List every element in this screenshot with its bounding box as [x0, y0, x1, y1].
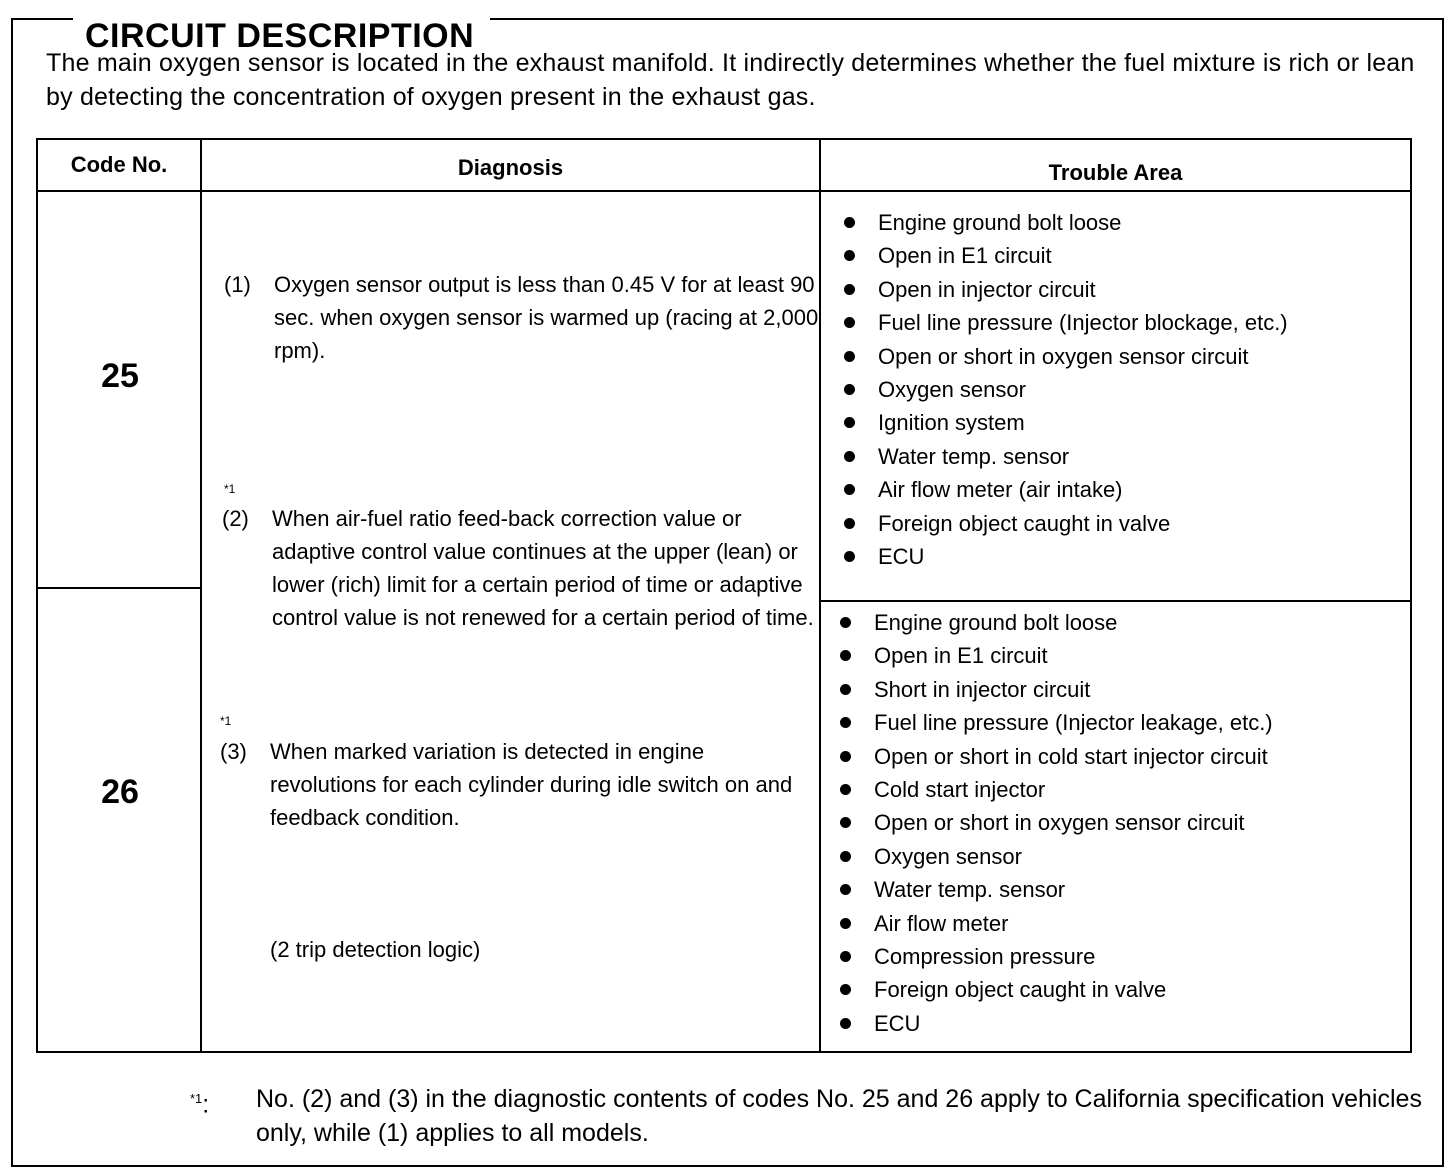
trip-detection-note: (2 trip detection logic) — [270, 937, 481, 962]
trouble-area-item — [838, 540, 1288, 573]
bullet-icon — [840, 1018, 851, 1029]
diagnosis-item-number: (2) — [222, 506, 249, 531]
header-divider — [38, 190, 1410, 192]
trouble-area-text: Water temp. sensor — [878, 443, 1070, 469]
trouble-area-text: Oxygen sensor — [878, 376, 1026, 402]
bullet-icon — [840, 951, 851, 962]
code-25: 25 — [101, 357, 139, 395]
trouble-area-item — [838, 206, 1288, 239]
trouble-area-text: Ignition system — [878, 410, 1025, 436]
code-26: 26 — [101, 773, 139, 811]
bullet-icon — [840, 884, 851, 895]
trouble-area-text: Fuel line pressure (Injector blockage, etc.) — [878, 310, 1288, 336]
diagnosis-footnote-mark: *1 — [220, 714, 232, 728]
trouble-area-text: Engine ground bolt loose — [878, 210, 1122, 235]
trouble-area-item — [838, 239, 1288, 272]
trouble-area-item — [834, 706, 1273, 739]
column-divider-code — [200, 140, 202, 1053]
diagnosis-item-text: When air-fuel ratio feed-back correction value or adaptive control value continues at the upper (lean) or lower (rich) limit for a certain period of time or adaptive control value is not renewed for a certain period of time. — [272, 506, 814, 630]
trouble-area-item — [834, 907, 1273, 940]
bullet-icon — [840, 717, 851, 728]
trouble-area-item — [838, 306, 1288, 339]
bullet-icon — [844, 217, 855, 228]
bullet-icon — [844, 250, 855, 261]
header-diagnosis: Diagnosis — [457, 155, 564, 180]
column-divider-diagnosis — [819, 140, 821, 1053]
trouble-area-text: Open in injector circuit — [878, 276, 1096, 302]
footnote-text: No. (2) and (3) in the diagnostic contents of codes No. 25 and 26 apply to California specification vehicles only, while (1) applies to all models. — [256, 1085, 1422, 1147]
trouble-area-text: Engine ground bolt loose — [874, 610, 1118, 635]
diagnosis-item-text: When marked variation is detected in engine revolutions for each cylinder during idle switch on and feedback condition. — [270, 739, 793, 830]
trouble-area-item — [834, 806, 1273, 839]
row-divider-code — [38, 587, 200, 589]
bullet-icon — [840, 918, 851, 929]
bullet-icon — [840, 784, 851, 795]
trouble-area-list-26 — [834, 606, 1273, 1040]
trouble-area-text: Fuel line pressure (Injector leakage, etc.) — [874, 710, 1273, 736]
trouble-area-text: ECU — [874, 1010, 921, 1036]
trouble-area-text: Compression pressure — [874, 943, 1096, 969]
trouble-area-text: Short in injector circuit — [874, 676, 1091, 702]
header-code-no: Code No. — [70, 152, 168, 177]
trouble-area-item — [834, 973, 1273, 1006]
trouble-area-item — [834, 639, 1273, 672]
bullet-icon — [840, 751, 851, 762]
trouble-area-item — [838, 406, 1288, 439]
bullet-icon — [840, 650, 851, 661]
bullet-icon — [840, 684, 851, 695]
bullet-icon — [844, 284, 855, 295]
trouble-area-list-25 — [838, 206, 1288, 573]
trouble-area-text: Open or short in oxygen sensor circuit — [874, 810, 1245, 836]
diagnosis-item-number: (1) — [224, 272, 251, 297]
trouble-area-item — [838, 440, 1288, 473]
trouble-area-item — [834, 873, 1273, 906]
trouble-area-text: Open in E1 circuit — [878, 243, 1052, 269]
row-divider-trouble — [821, 600, 1410, 602]
bullet-icon — [844, 384, 855, 395]
diagnostic-table — [36, 138, 1412, 1053]
section-heading: CIRCUIT DESCRIPTION — [73, 16, 490, 56]
trouble-area-item — [834, 773, 1273, 806]
diagnosis-item-number: (3) — [220, 739, 247, 764]
trouble-area-item — [834, 840, 1273, 873]
intro-paragraph: The main oxygen sensor is located in the exhaust manifold. It indirectly determines whether the fuel mixture is rich or lean by detecting the concentration of oxygen present in the exhaust gas. — [46, 49, 1415, 111]
bullet-icon — [844, 317, 855, 328]
trouble-area-text: Oxygen sensor — [874, 843, 1022, 869]
bullet-icon — [844, 417, 855, 428]
bullet-icon — [844, 518, 855, 529]
trouble-area-text: Air flow meter — [874, 910, 1009, 936]
trouble-area-text: Cold start injector — [874, 776, 1046, 802]
diagnosis-item-text: Oxygen sensor output is less than 0.45 V for at least 90 sec. when oxygen sensor is warmed up (racing at 2,000 rpm). — [274, 272, 819, 363]
bullet-icon — [840, 851, 851, 862]
trouble-area-item — [838, 340, 1288, 373]
trouble-area-item — [834, 740, 1273, 773]
trouble-area-text: Open or short in oxygen sensor circuit — [878, 343, 1249, 369]
trouble-area-item — [838, 473, 1288, 506]
trouble-area-text: Foreign object caught in valve — [878, 510, 1171, 536]
footnote-mark-text: *1 — [190, 1091, 203, 1106]
bullet-icon — [844, 484, 855, 495]
bullet-icon — [840, 617, 851, 628]
trouble-area-text: Open in E1 circuit — [874, 643, 1048, 669]
trouble-area-item — [834, 606, 1273, 639]
header-trouble-area: Trouble Area — [1048, 160, 1183, 185]
diagnosis-footnote-mark: *1 — [224, 482, 236, 496]
bullet-icon — [840, 817, 851, 828]
footnote-mark: $^{*1}$: — [190, 1090, 210, 1119]
trouble-area-text: Open or short in cold start injector circuit — [874, 743, 1268, 769]
bullet-icon — [844, 351, 855, 362]
bullet-icon — [840, 984, 851, 995]
trouble-area-item — [838, 373, 1288, 406]
trouble-area-item — [838, 273, 1288, 306]
trouble-area-item — [834, 940, 1273, 973]
bullet-icon — [844, 551, 855, 562]
bullet-icon — [844, 451, 855, 462]
trouble-area-text: Air flow meter (air intake) — [878, 477, 1123, 503]
trouble-area-text: Foreign object caught in valve — [874, 977, 1167, 1003]
trouble-area-item — [838, 507, 1288, 540]
trouble-area-text: Water temp. sensor — [874, 877, 1066, 903]
trouble-area-item — [834, 1007, 1273, 1040]
trouble-area-item — [834, 673, 1273, 706]
trouble-area-text: ECU — [878, 543, 925, 569]
